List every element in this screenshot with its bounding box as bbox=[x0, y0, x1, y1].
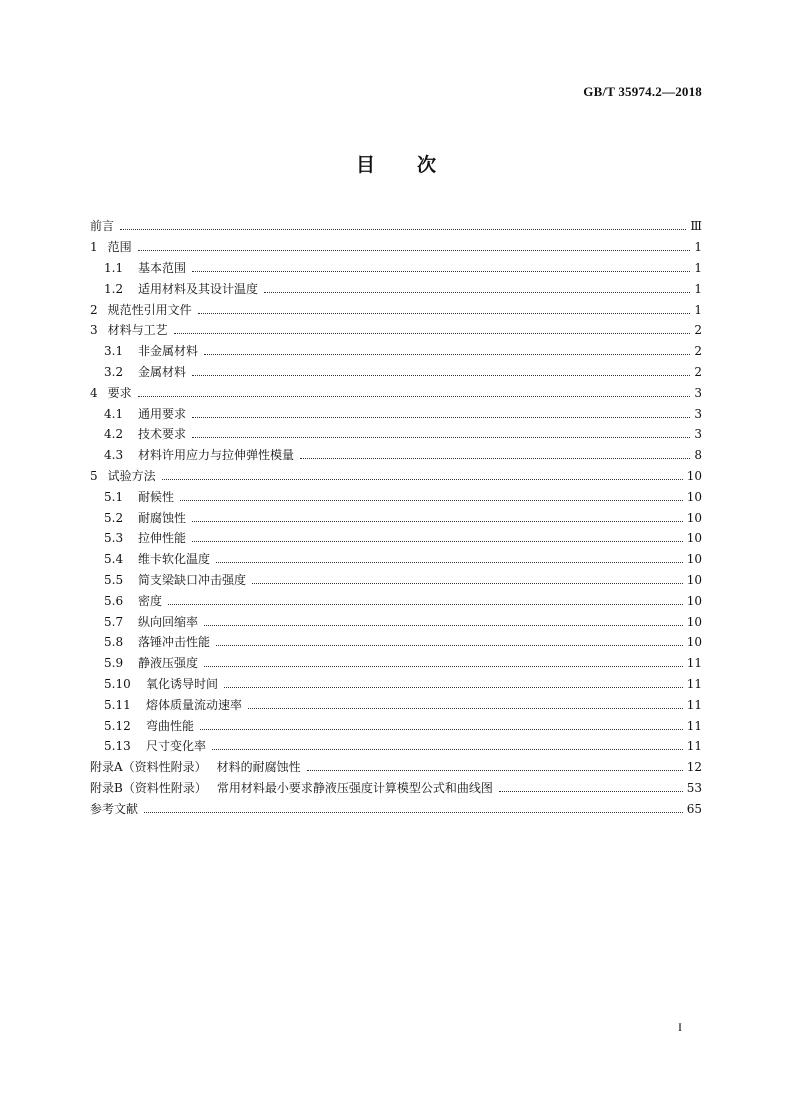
toc-entry-page: 10 bbox=[686, 531, 702, 546]
toc-entry-label: 前言 bbox=[90, 219, 115, 234]
toc-entry-label: 熔体质量流动速率 bbox=[146, 697, 243, 712]
toc-entry-number: 3 bbox=[90, 323, 98, 338]
toc-entry-page: 10 bbox=[686, 593, 702, 608]
toc-entry[interactable] bbox=[90, 299, 702, 320]
toc-entry-page: 3 bbox=[694, 385, 702, 400]
toc-entry-label: 要求 bbox=[107, 385, 132, 400]
toc-entry-number: 5 bbox=[90, 468, 98, 483]
toc-entry-page: 11 bbox=[686, 656, 702, 671]
dot-leader bbox=[192, 270, 690, 272]
toc-entry[interactable] bbox=[90, 278, 702, 299]
toc-entry-number: 5.4 bbox=[104, 552, 124, 567]
toc-entry-page: 3 bbox=[694, 427, 702, 442]
toc-entry-page: 1 bbox=[694, 240, 702, 255]
dot-leader bbox=[216, 644, 683, 646]
toc-entry-label: 金属材料 bbox=[138, 364, 187, 379]
toc-entry-page: 8 bbox=[694, 448, 702, 463]
toc-entry-number: 1.1 bbox=[104, 260, 124, 275]
toc-entry-page: 11 bbox=[686, 697, 702, 712]
toc-entry-number: 5.5 bbox=[104, 572, 124, 587]
dot-leader bbox=[192, 540, 683, 542]
toc-entry[interactable] bbox=[90, 736, 702, 757]
toc-entry-page: Ⅲ bbox=[690, 219, 702, 234]
toc-entry[interactable] bbox=[90, 798, 702, 819]
toc-entry-number: 5.1 bbox=[104, 489, 124, 504]
toc-entry[interactable] bbox=[90, 632, 702, 653]
standard-code: GB/T 35974.2—2018 bbox=[583, 84, 702, 99]
toc-entry[interactable] bbox=[90, 424, 702, 445]
toc-entry-label: 维卡软化温度 bbox=[138, 552, 211, 567]
toc-entry-label: 基本范围 bbox=[138, 260, 187, 275]
toc-entry-page: 10 bbox=[686, 614, 702, 629]
toc-entry-number: 5.3 bbox=[104, 531, 124, 546]
toc-entry-page: 11 bbox=[686, 718, 702, 733]
dot-leader bbox=[499, 790, 683, 792]
toc-entry-page: 10 bbox=[686, 468, 702, 483]
toc-entry-label: 材料与工艺 bbox=[107, 323, 168, 338]
toc-entry[interactable] bbox=[90, 715, 702, 736]
toc-entry[interactable] bbox=[90, 694, 702, 715]
dot-leader bbox=[192, 416, 690, 418]
toc-entry[interactable] bbox=[90, 320, 702, 341]
dot-leader bbox=[168, 603, 683, 605]
dot-leader bbox=[204, 353, 690, 355]
toc-entry[interactable] bbox=[90, 570, 702, 591]
toc-entry-number: 5.9 bbox=[104, 656, 124, 671]
toc-entry-label: 耐候性 bbox=[138, 489, 175, 504]
dot-leader bbox=[264, 291, 690, 293]
toc-entry-page: 1 bbox=[694, 260, 702, 275]
toc-entry-number: 5.11 bbox=[104, 697, 131, 712]
toc-entry-label: 适用材料及其设计温度 bbox=[138, 281, 259, 296]
toc-entry[interactable] bbox=[90, 653, 702, 674]
toc-entry-number: 3.2 bbox=[104, 364, 124, 379]
toc-entry-label: 非金属材料 bbox=[138, 344, 199, 359]
toc-entry-page: 2 bbox=[694, 344, 702, 359]
toc-entry-label: 纵向回缩率 bbox=[138, 614, 199, 629]
dot-leader bbox=[204, 665, 683, 667]
dot-leader bbox=[144, 811, 683, 813]
dot-leader bbox=[204, 624, 683, 626]
toc-entry-label: 耐腐蚀性 bbox=[138, 510, 187, 525]
toc-entry-page: 10 bbox=[686, 635, 702, 650]
title-char-right: 次 bbox=[417, 154, 437, 176]
toc-entry-label: 范围 bbox=[107, 240, 132, 255]
toc-entry[interactable] bbox=[90, 466, 702, 487]
toc-entry-number: 3.1 bbox=[104, 344, 124, 359]
toc-entry[interactable] bbox=[90, 590, 702, 611]
toc-entry[interactable] bbox=[90, 382, 702, 403]
toc-entry-page: 10 bbox=[686, 489, 702, 504]
toc-entry-page: 11 bbox=[686, 676, 702, 691]
toc-entry-number: 附录B（资料性附录） bbox=[90, 780, 207, 795]
toc-entry-number: 4.1 bbox=[104, 406, 124, 421]
toc-entry-page: 65 bbox=[686, 801, 702, 816]
dot-leader bbox=[200, 728, 683, 730]
toc-entry-label: 氧化诱导时间 bbox=[146, 676, 219, 691]
toc-entry-number: 5.13 bbox=[104, 739, 131, 754]
toc-entry-page: 1 bbox=[694, 281, 702, 296]
dot-leader bbox=[192, 436, 690, 438]
dot-leader bbox=[192, 374, 690, 376]
toc-entry-label: 技术要求 bbox=[138, 427, 187, 442]
toc-entry-number: 5.7 bbox=[104, 614, 124, 629]
toc-entry-label: 弯曲性能 bbox=[146, 718, 195, 733]
toc-entry-page: 3 bbox=[694, 406, 702, 421]
page-number: I bbox=[678, 1020, 682, 1034]
toc-entry-number: 4.3 bbox=[104, 448, 124, 463]
toc-entry-label: 落锤冲击性能 bbox=[138, 635, 211, 650]
toc-entry[interactable] bbox=[90, 486, 702, 507]
toc-entry-page: 10 bbox=[686, 552, 702, 567]
toc-entry-label: 静液压强度 bbox=[138, 656, 199, 671]
toc-entry-label: 尺寸变化率 bbox=[146, 739, 207, 754]
toc-entry[interactable] bbox=[90, 362, 702, 383]
toc-entry-label: 简支梁缺口冲击强度 bbox=[138, 572, 247, 587]
toc-entry-label: 材料许用应力与拉伸弹性模量 bbox=[138, 448, 295, 463]
toc-entry-number: 5.12 bbox=[104, 718, 131, 733]
toc-entry[interactable] bbox=[90, 237, 702, 258]
toc-entry[interactable] bbox=[90, 611, 702, 632]
toc-entry-number: 5.6 bbox=[104, 593, 124, 608]
dot-leader bbox=[224, 686, 683, 688]
dot-leader bbox=[252, 582, 683, 584]
dot-leader bbox=[198, 312, 690, 314]
toc-entry[interactable] bbox=[90, 341, 702, 362]
toc-entry-page: 2 bbox=[694, 364, 702, 379]
toc-entry[interactable] bbox=[90, 528, 702, 549]
toc-entry-number: 5.8 bbox=[104, 635, 124, 650]
table-of-contents bbox=[90, 216, 702, 819]
dot-leader bbox=[300, 457, 690, 459]
toc-entry-number: 1.2 bbox=[104, 281, 124, 296]
toc-entry-page: 53 bbox=[686, 780, 702, 795]
toc-entry[interactable] bbox=[90, 549, 702, 570]
toc-entry-page: 1 bbox=[694, 302, 702, 317]
toc-entry-label: 试验方法 bbox=[107, 468, 156, 483]
dot-leader bbox=[180, 499, 683, 501]
toc-entry-label: 参考文献 bbox=[90, 801, 139, 816]
title-char-left: 目 bbox=[355, 154, 375, 176]
dot-leader bbox=[212, 748, 683, 750]
dot-leader bbox=[162, 478, 683, 480]
dot-leader bbox=[120, 228, 686, 230]
toc-entry-label: 拉伸性能 bbox=[138, 531, 187, 546]
toc-entry-number: 5.2 bbox=[104, 510, 124, 525]
toc-entry[interactable] bbox=[90, 403, 702, 424]
dot-leader bbox=[248, 707, 683, 709]
toc-entry-number: 2 bbox=[90, 302, 98, 317]
toc-entry[interactable] bbox=[90, 757, 702, 778]
dot-leader bbox=[307, 769, 683, 771]
toc-entry-number: 4 bbox=[90, 385, 98, 400]
toc-entry-label: 通用要求 bbox=[138, 406, 187, 421]
toc-entry-number: 4.2 bbox=[104, 427, 124, 442]
dot-leader bbox=[216, 561, 683, 563]
toc-entry-page: 10 bbox=[686, 572, 702, 587]
toc-entry[interactable] bbox=[90, 674, 702, 695]
toc-entry-label: 常用材料最小要求静液压强度计算模型公式和曲线图 bbox=[216, 780, 493, 795]
toc-entry[interactable] bbox=[90, 778, 702, 799]
toc-entry[interactable] bbox=[90, 507, 702, 528]
dot-leader bbox=[138, 395, 690, 397]
toc-entry-page: 12 bbox=[686, 760, 702, 775]
page-title bbox=[0, 150, 792, 177]
toc-entry-number: 5.10 bbox=[104, 676, 131, 691]
dot-leader bbox=[174, 332, 690, 334]
toc-entry-number: 1 bbox=[90, 240, 98, 255]
toc-entry[interactable] bbox=[90, 258, 702, 279]
toc-entry-page: 2 bbox=[694, 323, 702, 338]
toc-entry-label: 材料的耐腐蚀性 bbox=[216, 760, 301, 775]
toc-entry-number: 附录A（资料性附录） bbox=[90, 760, 207, 775]
dot-leader bbox=[138, 249, 690, 251]
toc-entry-page: 11 bbox=[686, 739, 702, 754]
toc-entry[interactable] bbox=[90, 445, 702, 466]
toc-entry-label: 规范性引用文件 bbox=[107, 302, 192, 317]
dot-leader bbox=[192, 520, 683, 522]
toc-entry[interactable] bbox=[90, 216, 702, 237]
toc-entry-label: 密度 bbox=[138, 593, 163, 608]
toc-entry-page: 10 bbox=[686, 510, 702, 525]
